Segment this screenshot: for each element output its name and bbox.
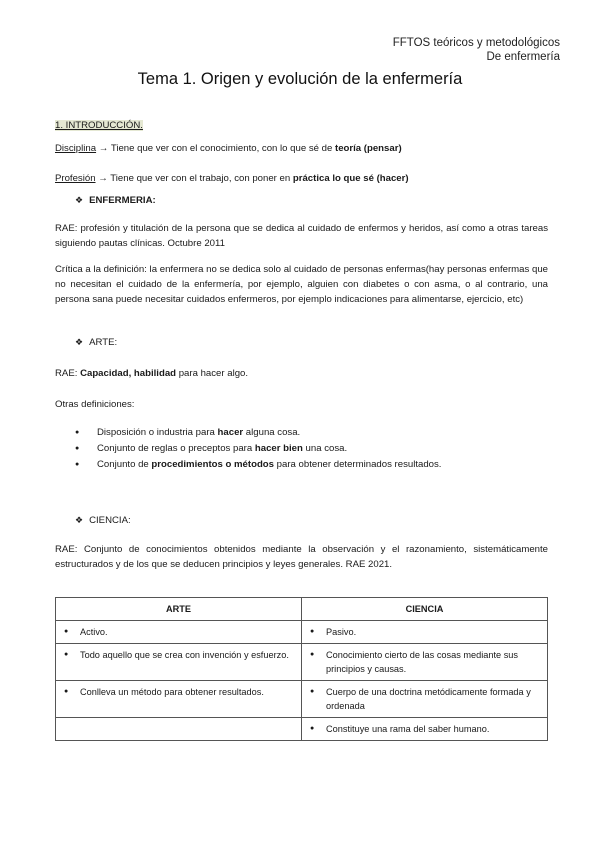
document-header bbox=[393, 36, 560, 64]
header-line-1: FFTOS teóricos y metodológicos bbox=[392, 37, 560, 49]
list-item: ● Conjunto de reglas o preceptos para hacer bien una cosa. bbox=[75, 441, 441, 457]
enfermeria-heading bbox=[75, 193, 156, 208]
disciplina-term: Disciplina bbox=[55, 143, 97, 154]
table-cell: ● Pasivo. bbox=[310, 625, 539, 639]
ciencia-heading bbox=[75, 513, 131, 528]
ciencia-rae: RAE: Conjunto de conocimientos obtenidos mediante la observación y el razonamiento, sistemáticamente estructurados y de los que se deducen principios y leyes generales. RAE 2021. bbox=[55, 544, 548, 570]
profesion-line bbox=[55, 171, 409, 186]
disciplina-arrow: → bbox=[98, 143, 109, 154]
table-row bbox=[56, 621, 548, 644]
enfermeria-heading-text: ENFERMERIA: bbox=[89, 195, 156, 206]
arte-rae-suffix: para hacer algo. bbox=[176, 368, 249, 379]
profesion-arrow: → bbox=[98, 173, 108, 184]
disciplina-bold: teoría (pensar) bbox=[335, 143, 402, 154]
ciencia-heading-text: CIENCIA: bbox=[89, 515, 131, 526]
arte-heading-text: ARTE: bbox=[89, 337, 118, 348]
intro-heading-text: 1. INTRODUCCIÓN. bbox=[55, 120, 143, 131]
table-cell: ● Conocimiento cierto de las cosas mediante sus principios y causas. bbox=[310, 648, 539, 676]
list-item: ● Conjunto de procedimientos o métodos para obtener determinados resultados. bbox=[75, 457, 441, 473]
table-cell: ● Todo aquello que se crea con invención y esfuerzo. bbox=[64, 648, 293, 662]
comparison-table bbox=[55, 597, 548, 741]
table-cell: ● Cuerpo de una doctrina metódicamente formada y ordenada bbox=[310, 685, 539, 713]
table-header-arte: ARTE bbox=[56, 598, 302, 621]
disciplina-text: Tiene que ver con el conocimiento, con lo que sé de bbox=[108, 143, 335, 154]
table-row bbox=[56, 681, 548, 718]
arte-heading bbox=[75, 335, 117, 350]
table-row bbox=[56, 718, 548, 741]
profesion-term: Profesión bbox=[55, 173, 96, 184]
diamond-bullet-icon: ❖ bbox=[75, 337, 84, 347]
intro-heading bbox=[55, 118, 143, 133]
table-header-ciencia: CIENCIA bbox=[302, 598, 548, 621]
profesion-text: Tiene que ver con el trabajo, con poner en bbox=[107, 173, 293, 184]
disciplina-line bbox=[55, 141, 402, 156]
arte-rae-prefix: RAE: bbox=[55, 368, 81, 379]
table-cell: ● Conlleva un método para obtener resultados. bbox=[64, 685, 293, 699]
enfermeria-rae: RAE: profesión y titulación de la persona que se dedica al cuidado de enfermos y heridos, así como a otras tareas siguiendo pautas clínicas. Octubre 2011 bbox=[55, 223, 548, 249]
enfermeria-critica: Crítica a la definición: la enfermera no se dedica solo al cuidado de personas enfermas(hay personas enfermas que no necesitan el cuidado de la enfermería, por ejemplo, alguien con diabetes o con asma, o al contrario, una persona sana puede necesitar cuidados enfermeros, por ejemplo indicaciones para alimentarse, ejercicio, etc) bbox=[55, 264, 548, 305]
diamond-bullet-icon: ❖ bbox=[75, 515, 84, 525]
arte-list bbox=[75, 425, 441, 473]
arte-rae-bold: Capacidad, habilidad bbox=[80, 368, 177, 379]
list-item: ● Disposición o industria para hacer alguna cosa. bbox=[75, 425, 441, 441]
table-cell: ● Constituye una rama del saber humano. bbox=[310, 722, 539, 736]
arte-rae bbox=[55, 366, 248, 381]
diamond-bullet-icon: ❖ bbox=[75, 195, 84, 205]
header-line-2: De enfermería bbox=[486, 51, 560, 63]
page-title: Tema 1. Origen y evolución de la enfermería bbox=[137, 70, 463, 88]
otras-definiciones: Otras definiciones: bbox=[55, 399, 135, 410]
profesion-bold: práctica lo que sé (hacer) bbox=[292, 173, 409, 184]
table-cell: ● Activo. bbox=[64, 625, 293, 639]
table-header-row bbox=[56, 598, 548, 621]
table-row bbox=[56, 644, 548, 681]
